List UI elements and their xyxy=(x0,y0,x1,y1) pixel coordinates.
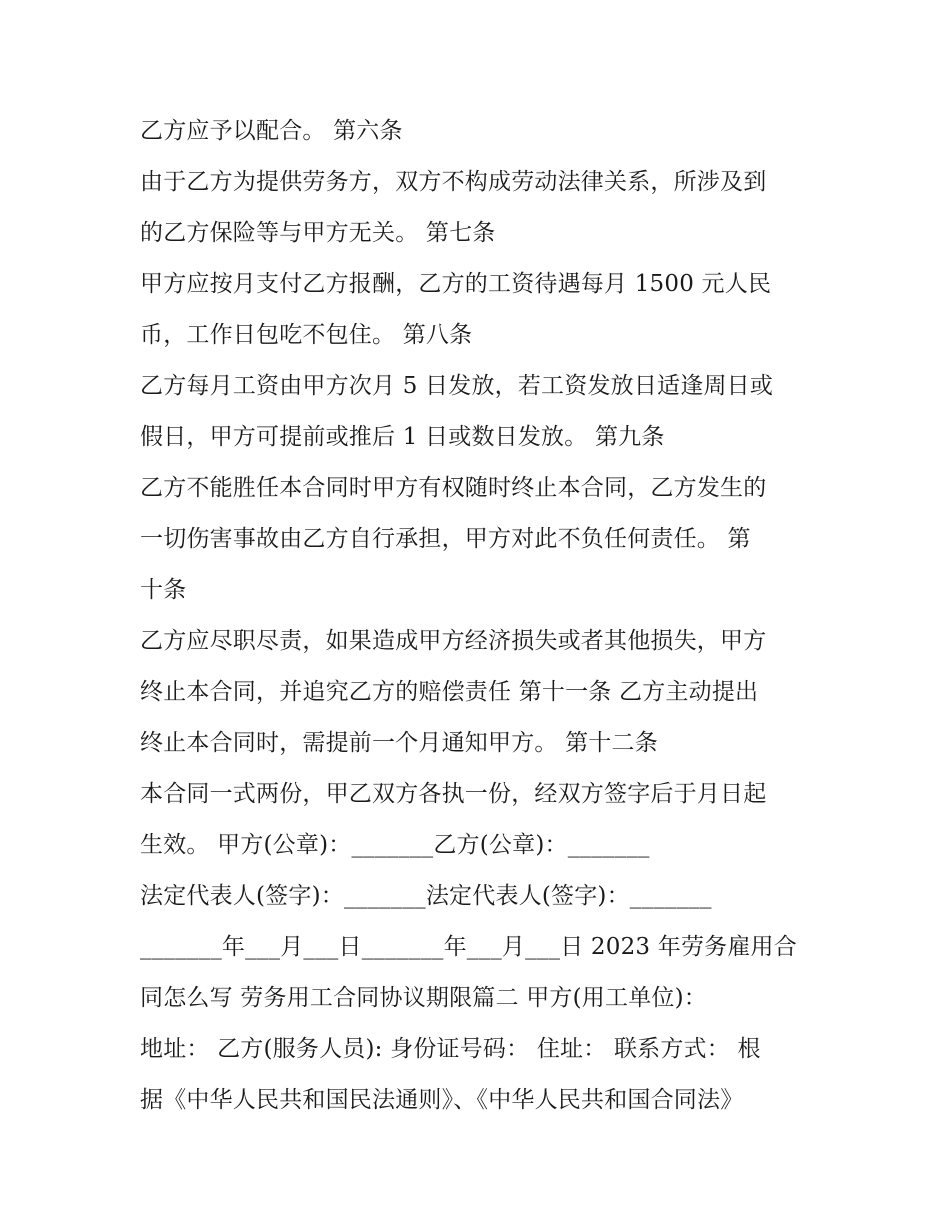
text-line: 地址： 乙方(服务人员): 身份证号码： 住址： 联系方式： 根 xyxy=(140,1036,761,1062)
text-line: 乙方每月工资由甲方次月 5 日发放，若工资发放日适逢周日或 xyxy=(140,373,774,399)
text-line: 本合同一式两份，甲乙双方各执一份，经双方签字后于月日起 xyxy=(140,781,767,807)
text-line: 币，工作日包吃不包住。 第八条 xyxy=(140,322,473,348)
text-line: 同怎么写 劳务用工合同协议期限篇二 甲方(用工单位)： xyxy=(140,985,707,1011)
text-line: 十条 xyxy=(140,577,187,603)
text-line: 一切伤害事故由乙方自行承担，甲方对此不负任何责任。 第 xyxy=(140,526,751,552)
text-line: 法定代表人(签字)：_______法定代表人(签字)：_______ xyxy=(140,883,712,909)
text-line: 由于乙方为提供劳务方，双方不构成劳动法律关系，所涉及到 xyxy=(140,169,767,195)
text-line: 甲方应按月支付乙方报酬，乙方的工资待遇每月 1500 元人民 xyxy=(140,271,772,297)
text-line: 乙方不能胜任本合同时甲方有权随时终止本合同，乙方发生的 xyxy=(140,475,767,501)
text-line: 的乙方保险等与甲方无关。 第七条 xyxy=(140,220,496,246)
text-line: 终止本合同时，需提前一个月通知甲方。 第十二条 xyxy=(140,730,658,756)
text-line: 假日，甲方可提前或推后 1 日或数日发放。 第九条 xyxy=(140,424,665,450)
text-line: 乙方应尽职尽责，如果造成甲方经济损失或者其他损失，甲方 xyxy=(140,628,767,654)
document-body xyxy=(140,106,820,1126)
text-line: 乙方应予以配合。 第六条 xyxy=(140,118,403,144)
text-line: _______年___月___日_______年___月___日 2023 年劳务雇用合 xyxy=(140,934,797,960)
text-line: 据《中华人民共和国民法通则》、《中华人民共和国合同法》 xyxy=(140,1087,744,1113)
text-line: 生效。 甲方(公章)：_______乙方(公章)：_______ xyxy=(140,832,650,858)
text-line: 终止本合同，并追究乙方的赔偿责任 第十一条 乙方主动提出 xyxy=(140,679,759,705)
